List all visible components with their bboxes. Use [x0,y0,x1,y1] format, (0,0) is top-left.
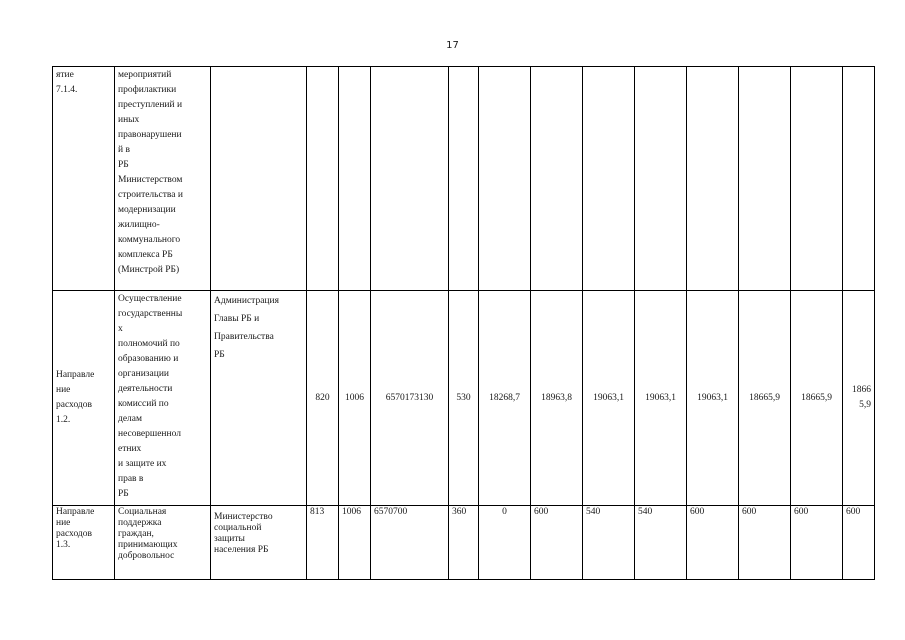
code-cell [339,67,371,291]
value-cell [843,67,875,291]
value-cell: 600 [843,506,875,580]
value-cell: 0 [479,506,531,580]
value-cell [739,67,791,291]
executor-cell: Администрация Главы РБ и Правительства РБ [211,291,307,506]
value-cell: 600 [791,506,843,580]
value-cell: 19063,1 [635,291,687,506]
code-cell: 6570700 [371,506,449,580]
value-cell [583,67,635,291]
code-cell [449,67,479,291]
value-cell: 540 [635,506,687,580]
description-cell: Осуществление государственны х полномочий по образованию и организации деятельности комиссий по делам несовершеннол етних и защите их прав в РБ [115,291,211,506]
section-cell: ятие 7.1.4. [53,67,115,291]
value-cell [687,67,739,291]
page-number: 17 [446,40,459,51]
description-cell: мероприятий профилактики преступлений и иных правонарушени й в РБ Министерством строительства и модернизации жилищно- коммунального комплекса РБ (Минстрой РБ) [115,67,211,291]
code-cell: 530 [449,291,479,506]
value-cell [635,67,687,291]
code-cell: 813 [307,506,339,580]
value-cell: 600 [739,506,791,580]
value-cell [531,67,583,291]
value-cell: 18665,9 [791,291,843,506]
code-cell: 360 [449,506,479,580]
section-cell: Направле ние расходов 1.2. [53,291,115,506]
table-row [53,67,875,291]
value-cell [791,67,843,291]
value-cell: 18665,9 [739,291,791,506]
code-cell: 6570173130 [371,291,449,506]
code-cell: 820 [307,291,339,506]
table-row [53,506,875,580]
value-cell: 18268,7 [479,291,531,506]
value-cell: 600 [687,506,739,580]
code-cell [307,67,339,291]
code-cell [371,67,449,291]
description-cell: Социальная поддержка граждан, принимающих добровольнос [115,506,211,580]
code-cell: 1006 [339,291,371,506]
executor-cell [211,67,307,291]
value-cell: 19063,1 [583,291,635,506]
section-cell: Направле ние расходов 1.3. [53,506,115,580]
budget-table [52,66,875,580]
code-cell: 1006 [339,506,371,580]
table-row [53,291,875,506]
value-cell: 18665,9 [843,291,875,506]
value-cell: 19063,1 [687,291,739,506]
value-cell: 600 [531,506,583,580]
executor-cell: Министерство социальной защиты населения РБ [211,506,307,580]
value-cell [479,67,531,291]
value-cell: 18963,8 [531,291,583,506]
value-cell: 540 [583,506,635,580]
